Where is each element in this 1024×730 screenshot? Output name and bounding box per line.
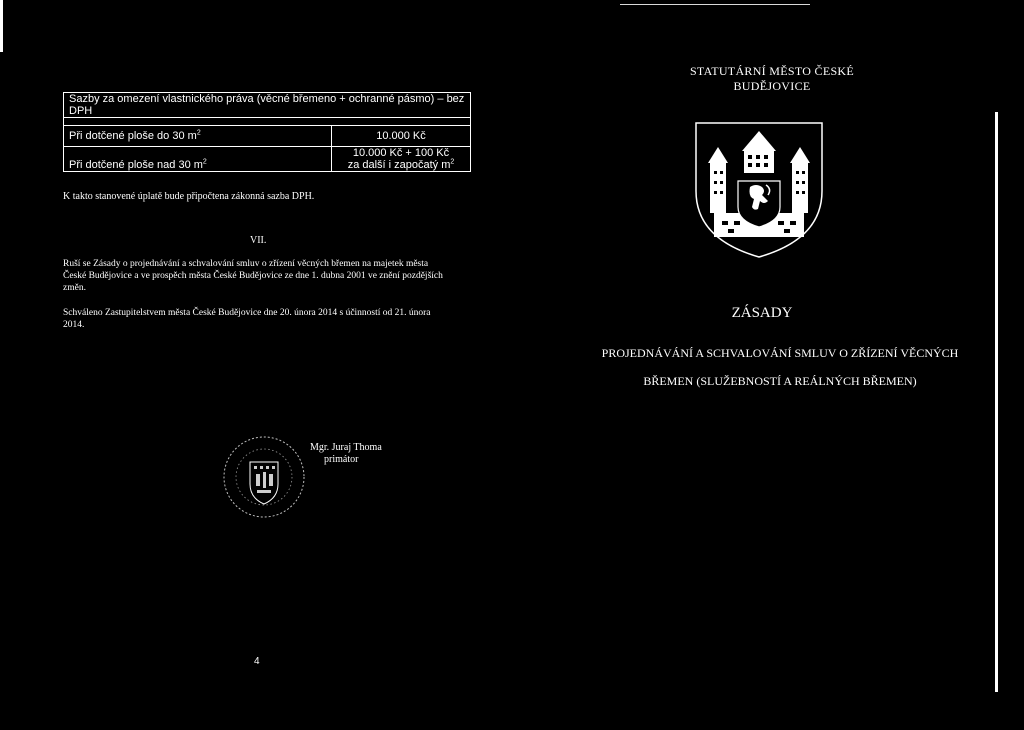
page-number: 4 bbox=[254, 656, 260, 667]
fee-row-label: Při dotčené ploše nad 30 $m^2$ bbox=[64, 147, 332, 172]
table-row bbox=[64, 126, 471, 147]
document-subtitle-line-2: BŘEMEN (SLUŽEBNOSTÍ A REÁLNÝCH BŘEMEN) bbox=[643, 374, 917, 388]
fee-row-label: Při dotčené ploše do 30 $m^2$ bbox=[64, 126, 332, 147]
approval-paragraph: Schváleno Zastupitelstvem města České Budějovice dne 20. února 2014 s účinností od 21. února 2014. bbox=[63, 308, 431, 330]
scan-edge-top bbox=[620, 4, 810, 5]
city-seal-stamp-icon bbox=[216, 432, 312, 522]
fee-table-spacer bbox=[64, 118, 471, 126]
scan-edge-right bbox=[995, 112, 998, 692]
coat-of-arms-icon bbox=[694, 121, 824, 259]
signature-block bbox=[310, 442, 382, 466]
fee-table bbox=[63, 92, 471, 172]
scan-edge-left bbox=[0, 0, 3, 52]
signer-role: primátor bbox=[324, 454, 359, 465]
repeal-paragraph: Ruší se Zásady o projednávání a schvalování smluv o zřízení věcných břemen na majetek města České Budějovice a ve prospěch města České Budějovice ze dne 1. dubna 2001 ve znění pozdějších změn. bbox=[63, 259, 443, 293]
fee-row-amount: 10.000 Kč bbox=[332, 126, 471, 147]
signer-name: Mgr. Juraj Thoma bbox=[310, 442, 382, 453]
fee-table-header: Sazby za omezení vlastnického práva (věcné břemeno + ochranné pásmo) – bez DPH bbox=[64, 93, 471, 118]
table-row bbox=[64, 147, 471, 172]
fee-row-amount: 10.000 Kč + 100 Kč za další i započatý $m^2$ bbox=[332, 147, 471, 172]
city-name: STATUTÁRNÍ MĚSTO ČESKÉ BUDĚJOVICE bbox=[689, 64, 855, 93]
vat-note: K takto stanovené úplatě bude připočtena zákonná sazba DPH. bbox=[63, 191, 315, 202]
section-number: VII. bbox=[250, 235, 267, 246]
document-title: ZÁSADY bbox=[731, 305, 793, 321]
document-subtitle-line-1: PROJEDNÁVÁNÍ A SCHVALOVÁNÍ SMLUV O ZŘÍZENÍ VĚCNÝCH bbox=[601, 346, 959, 360]
